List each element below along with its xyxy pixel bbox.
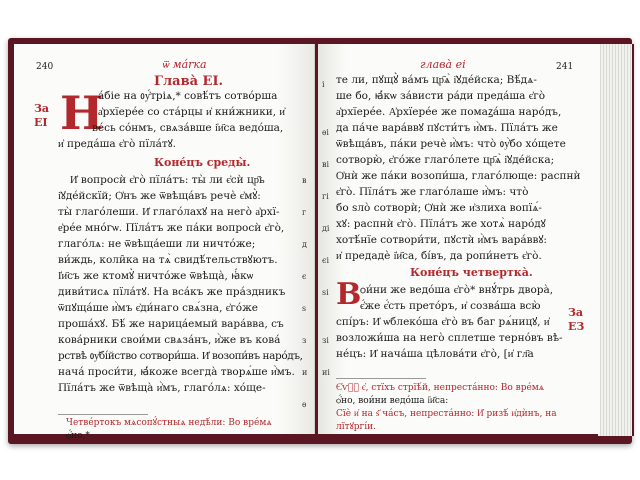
text-line: глаго́лѧ: не ѿвѣща́еши ли ничто́же; [58, 238, 256, 250]
footnote-rubric: лїтꙋргі́и. [336, 422, 377, 432]
footnote [66, 417, 272, 443]
text-line: а҆рхїере́е со ста́рцы и҆ кни́жники, и҆ [98, 106, 286, 118]
text-line: ѿвѣща́въ, па́ки речѐ и҆̀мъ: что̀ ᲂу҆̀бо хо́щете [336, 138, 566, 150]
text-line: ве́сь со́нмъ, свѧза́вше і҆и҃са ведо́ша, [92, 122, 284, 134]
text-line: да па́че вара́ввꙋ пꙋсти́тъ и҆̀мъ. Пїла́тъ же [336, 122, 558, 134]
text-line: ви́ждь, коли̑ка на тѧ̀ свидѣ́тельствꙋютъ. [58, 254, 278, 266]
section-subhead: Коне́цъ среды̀. [154, 156, 251, 169]
margin-reference: За ЕІ [34, 102, 50, 129]
verse-marker: зі [322, 336, 329, 345]
footnote-rubric: Сїѐ и҆ на ѕ҃ ча́съ, непреста́нно: И҆ ризѣ́ и҆дѝнъ, на [336, 409, 557, 419]
text-line: не́цъ: И҆ нача́ша цѣлова́ти є҆го̀, [и҆ гл҃а [336, 348, 534, 360]
text-line: а́біе на ᲂу҆́тріѧ,* совѣ́тъ сотво́рша [98, 90, 278, 102]
body-text [336, 72, 580, 264]
verse-marker: иі [322, 368, 330, 377]
verse-marker: г [302, 208, 307, 217]
intro-paragraph [92, 88, 286, 136]
text-line: І҆и҃съ же ктомꙋ̀ ничто́же ѿвѣща̀, ꙗ҆́кѡ [58, 270, 254, 282]
text-line: ѿпꙋща́ше и҆̀мъ є҆ди́наго свѧ́зна, є҆го́же [58, 302, 258, 314]
body-text-lower-cont [336, 314, 563, 362]
text-line: и҆ преда́ша є҆го̀ пїла́тꙋ. [58, 138, 176, 150]
verse-marker: ѳі [322, 128, 329, 137]
text-line: ѻи́ни же ведо́ша є҆го̀* внꙋ́трь двора̀, [360, 284, 554, 296]
verse-marker: єі [322, 256, 330, 265]
text-line: возложи́ша на него̀ сплетше терно́въ вѣ- [336, 332, 563, 344]
verse-marker: і [322, 80, 325, 89]
footnote-text: ѻ҆́но,* [66, 431, 90, 441]
text-line: ше бо, ꙗ҆́кѡ за́висти ра́ди преда́ша є҆го̀ [336, 90, 546, 102]
text-line: нача́ проси́ти, ꙗ҆́коже всегда̀ творѧ́ше и҆̀мъ. [58, 366, 295, 378]
verse-marker: ѕі [322, 288, 329, 297]
verse-marker: з [302, 336, 307, 345]
verse-marker: гі [322, 192, 329, 201]
text-line: е҆ре́е мно́гѡ. Пїла́тъ же па́ки вопросѝ є҆го̀, [58, 222, 285, 234]
text-line: рствѣ ᲂу҆бі́йство сотвори́ша. И҆ возопи́въ наро́дъ, [58, 350, 303, 362]
footnote-text: ѻ҆́но, вои́ни ведо́ша і҆и҃са: [336, 396, 449, 406]
text-line: сотворю̀, є҆го́же глаго́лете цр҃ѧ̀ і҆ꙋде́йска; [336, 154, 555, 166]
text-line: и҆ предадѐ і҆и҃са, бі́въ, да ропи́нетъ є҆го̀. [336, 250, 542, 262]
text-line: бо ѕло̀ сотворѝ; Ѻ҆нѝ же и҆злиха вопїѧ́- [336, 202, 542, 214]
text-line: Пїла́тъ же ѿвѣща̀ и҆̀мъ, глаго́лѧ: хо́ще- [58, 382, 266, 394]
footnote-rubric: Четве́ртокъ мѧсопꙋ́стныѧ недѣ́ли: Во вре́мѧ [66, 418, 272, 428]
text-line: є҆го̀. Пїла́тъ же глаго́лаше и҆̀мъ: что̀ [336, 186, 529, 198]
verse-marker: д [302, 240, 307, 249]
text-line: диви́тисѧ пїла́тꙋ. На вса́къ же пра́здникъ [58, 286, 286, 298]
text-line: те ли, пꙋщꙋ̀ ва́мъ цр҃ѧ̀ і҆ꙋде́йска; Вѣ́дѧ- [336, 74, 537, 86]
dropcap-letter: В [336, 277, 362, 312]
verse-marker: ѳ [302, 400, 307, 409]
right-page [318, 44, 600, 434]
text-line: Ѻ҆нѝ же па́ки возопи́ша, глаго́люще: распнѝ [336, 170, 581, 182]
text-line: є҆́же є҆́сть прето́ръ, и҆ созва́ша всю̀ [360, 300, 541, 312]
verse-marker: ѕ [302, 304, 307, 313]
footnote-rule [58, 414, 148, 415]
verse-marker: и [302, 368, 308, 377]
margin-reference: За ЕЗ [568, 306, 585, 333]
text-line: И҆ вопросѝ є҆го̀ пїла́тъ: ты̀ ли є҆сѝ цр҃ь [70, 174, 265, 186]
verse-marker: є [302, 272, 307, 281]
text-line: ты̀ глаго́леши. И҆ глаго́лахꙋ на него̀ а҆рхї- [58, 206, 280, 218]
running-head: глава̀ еі [420, 58, 466, 71]
chapter-title: Глава̀ ЕІ. [154, 74, 224, 89]
text-line: і҆ꙋде́йскїй; Ѻ҆нъ же ѿвѣща́въ речѐ є҆мꙋ̀: [58, 190, 261, 202]
verse-marker: ді [322, 224, 330, 233]
left-page [14, 44, 315, 441]
running-head: ѿ мárка [162, 58, 207, 71]
text-line: хꙋ: распнѝ є҆го̀. Пїла́тъ же хотѧ̀ наро́дꙋ [336, 218, 546, 230]
text-line: проша́хꙋ. Бѣ́ же нарица́емый вара́вва, съ [58, 318, 284, 330]
section-subhead: Коне́цъ четвертка̀. [410, 266, 533, 279]
verse-marker: в [302, 176, 307, 185]
text-line: спі́ръ: И҆ ѡблеко́ша є҆го̀ въ баг рѧ́ницꙋ, и҆ [336, 316, 550, 328]
dropcap-letter: Н [60, 86, 104, 140]
text-line: хотѣ́нїе сотвори́ти, пꙋстѝ и҆̀мъ вара́ввꙋ: [336, 234, 547, 246]
footnote-rule [336, 378, 426, 379]
footnote-rubric: Є҆ѵⷢ҇ є҆, стїхъ стрїѣ́й, непреста́нно: Во вре́мѧ [336, 383, 545, 393]
intro-last-line [58, 136, 176, 152]
text-line: а҆рхїере́е. А҆рхїере́е же помаꙁа́ша наро́дъ, [336, 106, 562, 118]
text-line: кова́рники свои́ми свѧза́нъ, и҆̀же въ кова́ [58, 334, 281, 346]
page-edges [598, 44, 634, 436]
verse-marker: ві [322, 160, 330, 169]
body-text [58, 172, 303, 396]
page-number: 240 [36, 62, 54, 72]
body-text-lower [360, 282, 553, 314]
footnote [336, 382, 557, 434]
page-number: 241 [556, 62, 574, 72]
